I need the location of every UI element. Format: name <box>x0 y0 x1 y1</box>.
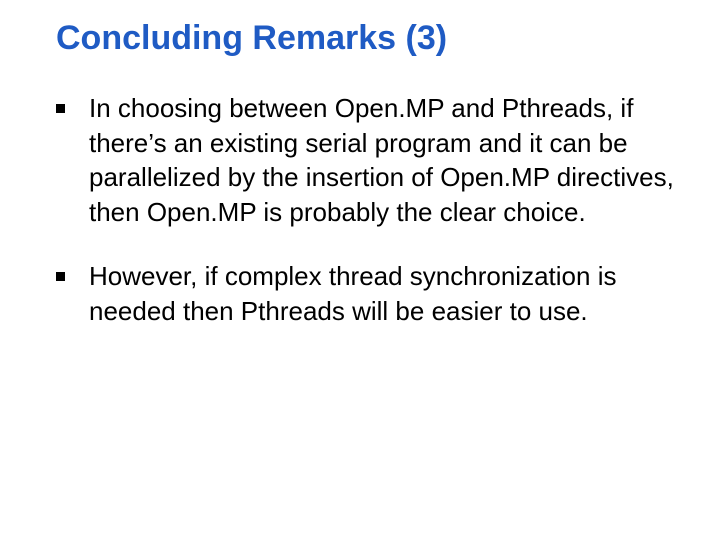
bullet-item <box>56 259 676 328</box>
square-bullet-icon <box>56 272 65 281</box>
bullet-item <box>56 91 676 229</box>
slide-title: Concluding Remarks (3) <box>56 19 448 57</box>
bullet-text: However, if complex thread synchronization is needed then Pthreads will be easier to use. <box>89 261 617 326</box>
bullet-list <box>56 91 676 328</box>
bullet-text: In choosing between Open.MP and Pthreads, if there’s an existing serial program and it can be parallelized by the insertion of Open.MP directives, then Open.MP is probably the clear choice. <box>89 93 674 227</box>
square-bullet-icon <box>56 104 65 113</box>
